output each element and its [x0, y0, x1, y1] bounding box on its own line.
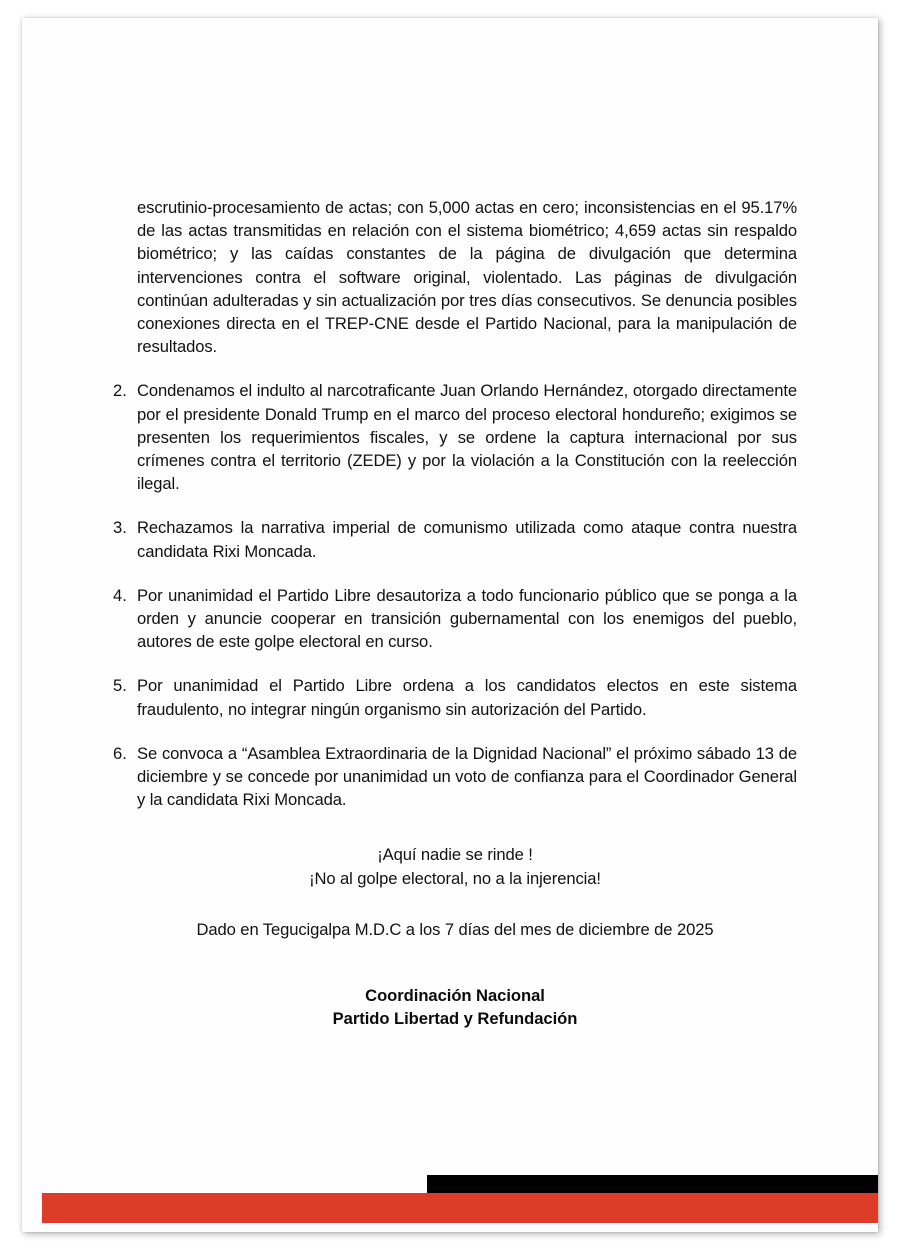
list-item-text: Por unanimidad el Partido Libre desautoriza a todo funcionario público que se ponga a la orden y anuncie cooperar en transición gubernamental con los enemigos del pueblo, autores de este golpe electoral en curso. [137, 585, 797, 652]
document-page [22, 18, 878, 1232]
list-item-number: 5. [113, 676, 127, 696]
signature-line-party: Partido Libertad y Refundación [332, 1009, 578, 1029]
document-body [113, 196, 797, 1030]
slogans-block [113, 843, 797, 891]
list-item-text: Rechazamos la narrativa imperial de comunismo utilizada como ataque contra nuestra candidata Rixi Moncada. [137, 518, 797, 561]
list-item [113, 674, 797, 720]
list-item-number: 6. [113, 743, 127, 763]
list-item [113, 379, 797, 495]
signature-block [113, 984, 797, 1030]
list-item-text: Por unanimidad el Partido Libre ordena a los candidatos electos en este sistema fraudulento, no integrar ningún organismo sin autorización del Partido. [137, 676, 797, 719]
list-item [113, 584, 797, 654]
continuation-paragraph: escrutinio-procesamiento de actas; con 5,000 actas en cero; inconsistencias en el 95.17% de las actas transmitidas en relación con el sistema biométrico; 4,659 actas sin respaldo biométrico; y las caídas constantes de la página de divulgación que determina intervenciones contra el software original, violentado. Las páginas de divulgación continúan adulteradas y sin actualización por tres días consecutivos. Se denuncia posibles conexiones directa en el TREP-CNE desde el Partido Nacional, para la manipulación de resultados. [137, 198, 797, 357]
list-item [113, 516, 797, 562]
list-item [113, 742, 797, 812]
list-item-text: Se convoca a “Asamblea Extraordinaria de la Dignidad Nacional” el próximo sábado 13 de diciembre y se concede por unanimidad un voto de confianza para el Coordinador General y la candidata Rixi Moncada. [137, 743, 797, 810]
footer-red-bar [42, 1193, 878, 1223]
slogan-line: ¡Aquí nadie se rinde ! [377, 845, 533, 865]
dateline: Dado en Tegucigalpa M.D.C a los 7 días del mes de diciembre de 2025 [196, 920, 714, 940]
list-item-text: Condenamos el indulto al narcotraficante Juan Orlando Hernández, otorgado directamente por el presidente Donald Trump en el marco del proceso electoral hondureño; exigimos se presenten los requerimientos fiscales, y se ordene la captura internacional por sus crímenes contra el territorio (ZEDE) y por la violación a la Constitución con la reelección ilegal. [137, 381, 797, 494]
document-sheet [22, 18, 878, 1232]
list-item-number: 3. [113, 518, 127, 538]
signature-line-organ: Coordinación Nacional [365, 986, 545, 1006]
list-item-number: 4. [113, 585, 127, 605]
slogan-line: ¡No al golpe electoral, no a la injerencia! [309, 869, 601, 889]
list-item-number: 2. [113, 381, 127, 401]
footer-black-bar [427, 1175, 878, 1193]
